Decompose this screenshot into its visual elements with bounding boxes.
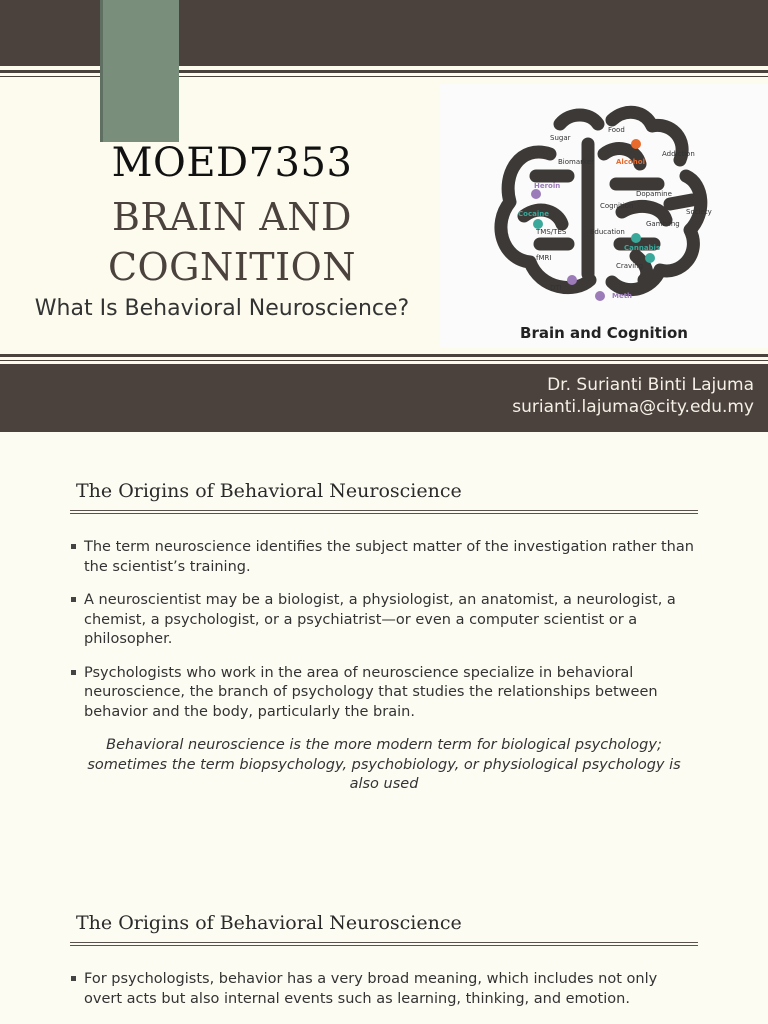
brain-label: Dopamine (636, 190, 672, 198)
brain-label: Food (608, 126, 625, 134)
course-title-line2: COGNITION (107, 245, 357, 289)
brain-illustration (440, 84, 768, 324)
slide-title: The Origins of Behavioral Neuroscience (76, 912, 462, 934)
brain-label: Alcohol (616, 158, 645, 166)
bullet-list (70, 970, 698, 1023)
bullet-square-icon (71, 976, 76, 981)
brain-label: Gambling (646, 220, 680, 228)
bullet-square-icon (71, 597, 76, 602)
bottom-rule-thick (0, 354, 768, 357)
content-slide (0, 906, 768, 1024)
brain-label: Sugar (550, 134, 571, 142)
brain-label: Cocaine (518, 210, 549, 218)
brain-image-caption: Brain and Cognition (520, 324, 688, 342)
bullet-item: The term neuroscience identifies the subject matter of the investigation rather than the scientist’s training. (70, 538, 698, 577)
slide-subtitle: What Is Behavioral Neuroscience? (34, 296, 410, 321)
content-slide (0, 432, 768, 906)
brain-label: DTI (550, 284, 562, 292)
brain-label: Society (686, 208, 712, 216)
brain-label: Craving (616, 262, 644, 270)
bullet-item: For psychologists, behavior has a very broad meaning, which includes not only overt acts but also internal events such as learning, thinking, and emotion. (70, 970, 698, 1009)
course-title (0, 192, 464, 292)
bullet-list (70, 538, 698, 736)
author-name: Dr. Surianti Binti Lajuma (547, 375, 754, 395)
bottom-rule-thin (0, 360, 768, 361)
brain-label: Heroin (534, 182, 561, 190)
author-block (512, 374, 754, 418)
brain-cognition-image (440, 84, 768, 348)
title-slide (0, 0, 768, 432)
brain-label: Addiction (662, 150, 695, 158)
bullet-item: A neuroscientist may be a biologist, a physiologist, an anatomist, a neurologist, a chemist, a psychologist, or a psychiatrist—or even a computer scientist or a philosopher. (70, 591, 698, 650)
bullet-square-icon (71, 544, 76, 549)
brain-label: Education (590, 228, 625, 236)
brain-label: fMRI (536, 254, 552, 262)
bookmark-ribbon (103, 0, 179, 142)
author-email: surianti.lajuma@city.edu.my (512, 397, 754, 417)
brain-label: Biomarker (558, 158, 595, 166)
bullet-item: Psychologists who work in the area of neuroscience specialize in behavioral neuroscience, the branch of psychology that studies the relationships between behavior and the body, particularly the brain. (70, 664, 698, 723)
title-rule (70, 510, 698, 514)
title-rule (70, 942, 698, 946)
course-code: MOED7353 (111, 140, 353, 186)
brain-label: Cannabis (624, 244, 661, 252)
brain-label: Meth (612, 292, 633, 300)
italic-note: Behavioral neuroscience is the more modern term for biological psychology; sometimes the term biopsychology, psychobiology, or physiological psychology is also used (87, 737, 681, 792)
brain-label: TMS/TES (536, 228, 567, 236)
slide-title: The Origins of Behavioral Neuroscience (76, 480, 462, 502)
course-title-line1: BRAIN AND (112, 195, 352, 239)
brain-label: Cognition (600, 202, 634, 210)
bullet-square-icon (71, 670, 76, 675)
